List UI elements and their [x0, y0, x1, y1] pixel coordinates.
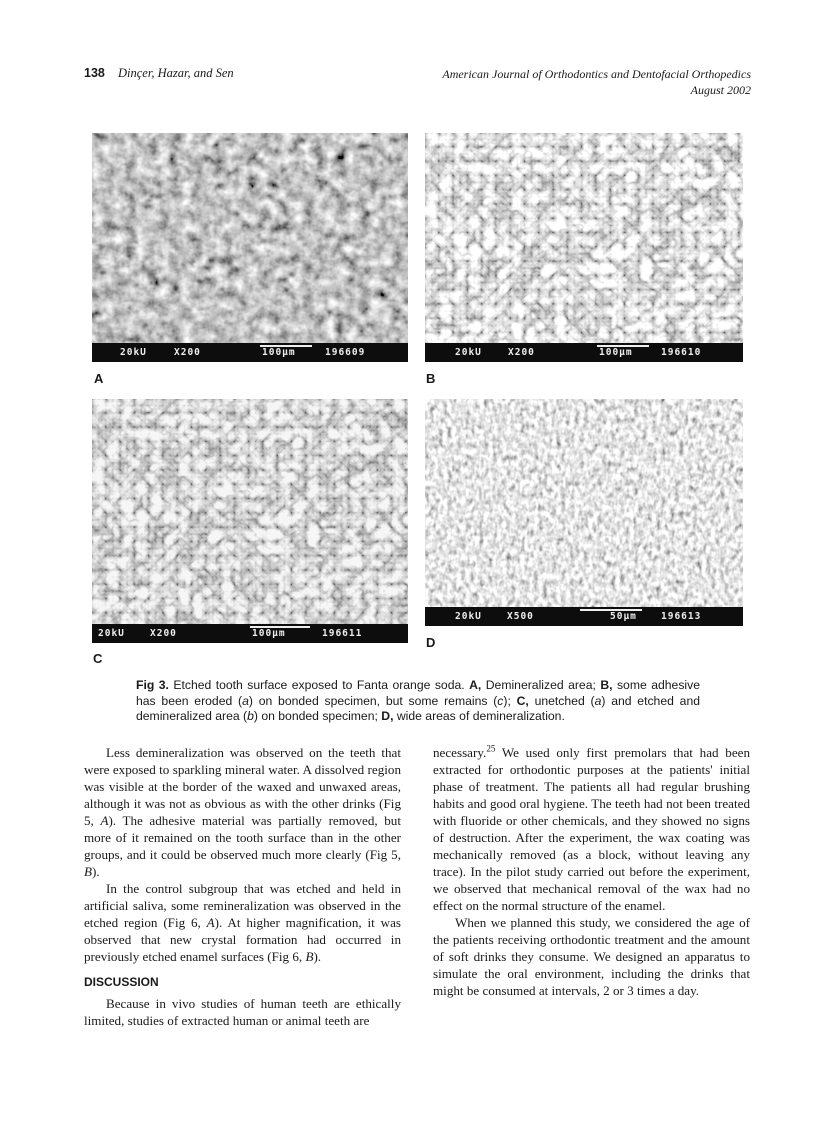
- image-id: 196611: [322, 628, 363, 639]
- scale-label: 100µm: [262, 347, 296, 358]
- caption-marker: c: [497, 693, 504, 708]
- caption-panel-ref: A,: [469, 678, 482, 692]
- caption-text: ) on bonded specimen;: [253, 709, 382, 724]
- section-heading: DISCUSSION: [84, 975, 159, 989]
- right-column: [433, 744, 750, 999]
- journal-title: American Journal of Orthodontics and Dentofacial Orthopedics: [442, 67, 751, 81]
- journal-header: [442, 66, 751, 98]
- text: Because in vivo studies of human teeth are ethically limited, studies of extracted human or animal teeth are: [84, 996, 401, 1028]
- text: ). At higher magnification, it was observed that new crystal formation had occurred in previously etched enamel surfaces (Fig 6,: [84, 915, 401, 964]
- text: ).: [92, 864, 100, 879]
- caption-text: ) on bonded specimen, but some remains (: [248, 693, 498, 708]
- accelerating-voltage: 20kU: [455, 347, 482, 358]
- sem-image-c: [92, 399, 408, 643]
- paragraph: [433, 744, 750, 914]
- panel-label-d: D: [426, 635, 436, 650]
- image-id: 196613: [661, 611, 702, 622]
- reference-superscript: 25: [486, 743, 496, 754]
- caption-text: wide areas of demineralization.: [393, 709, 565, 724]
- caption-text: Demineralized area;: [481, 678, 601, 692]
- scale-label: 50µm: [610, 611, 637, 622]
- image-id: 196609: [325, 347, 366, 358]
- page-number: 138: [84, 66, 105, 80]
- image-id: 196610: [661, 347, 702, 358]
- paragraph: [84, 744, 401, 880]
- caption-marker: b: [247, 709, 254, 724]
- caption-text: unetched (: [528, 693, 595, 708]
- sem-info-bar: [92, 624, 408, 643]
- figure-ref: B: [305, 949, 314, 964]
- paragraph: [84, 880, 401, 965]
- accelerating-voltage: 20kU: [120, 347, 147, 358]
- panel-label-a: A: [94, 371, 104, 386]
- sem-info-bar: [425, 607, 743, 626]
- caption-text: Etched tooth surface exposed to Fanta orange soda.: [168, 678, 470, 692]
- caption-panel-ref: B,: [600, 678, 613, 692]
- caption-panel-ref: D,: [381, 709, 394, 724]
- caption-figure-number: Fig 3.: [136, 678, 169, 692]
- magnification: X200: [150, 628, 177, 639]
- sem-info-bar: [425, 343, 743, 362]
- text: necessary.: [433, 745, 487, 760]
- issue-date: August 2002: [690, 83, 751, 97]
- figure-ref: B: [84, 864, 92, 879]
- text: We used only first premolars that had been extracted for orthodontic purposes at the patients' initial phase of treatment. The patients all had regular brushing habits and good oral hygiene. The teeth had not been treated with fluoride or other chemicals, and they showed no signs of destruction. After the experiment, the wax coating was mechanically removed (as a block, without leaving any trace). In the pilot study carried out before the experiment, we observed that mechanical removal of the wax had no effect on the normal structure of the enamel.: [433, 745, 750, 913]
- text: In the control subgroup that was etched and held in artificial saliva, some remineralization was observed in the etched region (Fig 6,: [84, 881, 401, 930]
- running-authors: Dinçer, Hazar, and Sen: [118, 66, 234, 80]
- scale-label: 100µm: [252, 628, 286, 639]
- sem-info-bar: [92, 343, 408, 362]
- magnification: X500: [507, 611, 534, 622]
- magnification: X200: [174, 347, 201, 358]
- sem-image-b: [425, 133, 743, 362]
- text: Less demineralization was observed on the teeth that were exposed to sparkling mineral water. A dissolved region was visible at the border of the waxed and unwaxed areas, although it was not as obvious as with the other drinks (Fig 5,: [84, 745, 401, 828]
- panel-label-b: B: [426, 371, 436, 386]
- paragraph: [433, 914, 750, 999]
- paragraph: [84, 995, 401, 1029]
- figure-ref: A: [206, 915, 215, 930]
- caption-marker: a: [594, 693, 602, 708]
- caption-text: some adhesive has been eroded (: [136, 678, 700, 708]
- figure-caption: [136, 678, 700, 725]
- left-column: [84, 744, 401, 1029]
- text: ).: [313, 949, 322, 964]
- figure-ref: A: [100, 813, 109, 828]
- text: ). The adhesive material was partially removed, but more of it remained on the tooth surface than in the other groups, and it could be observed much more clearly (Fig 5,: [84, 813, 401, 862]
- caption-panel-ref: C,: [516, 693, 529, 708]
- sem-image-a: [92, 133, 408, 362]
- caption-marker: a: [242, 693, 249, 708]
- caption-text: );: [503, 693, 517, 708]
- caption-text: ) and etched and demineralized area (: [136, 693, 701, 724]
- text: When we planned this study, we considered the age of the patients receiving orthodontic treatment and the amount of soft drinks they consume. We designed an apparatus to simulate the oral environment, including the drinks that might be consumed at intervals, 2 or 3 times a day.: [433, 915, 750, 998]
- accelerating-voltage: 20kU: [455, 611, 482, 622]
- sem-image-d: [425, 399, 743, 626]
- scale-label: 100µm: [599, 347, 633, 358]
- panel-label-c: C: [93, 651, 103, 666]
- accelerating-voltage: 20kU: [98, 628, 125, 639]
- magnification: X200: [508, 347, 535, 358]
